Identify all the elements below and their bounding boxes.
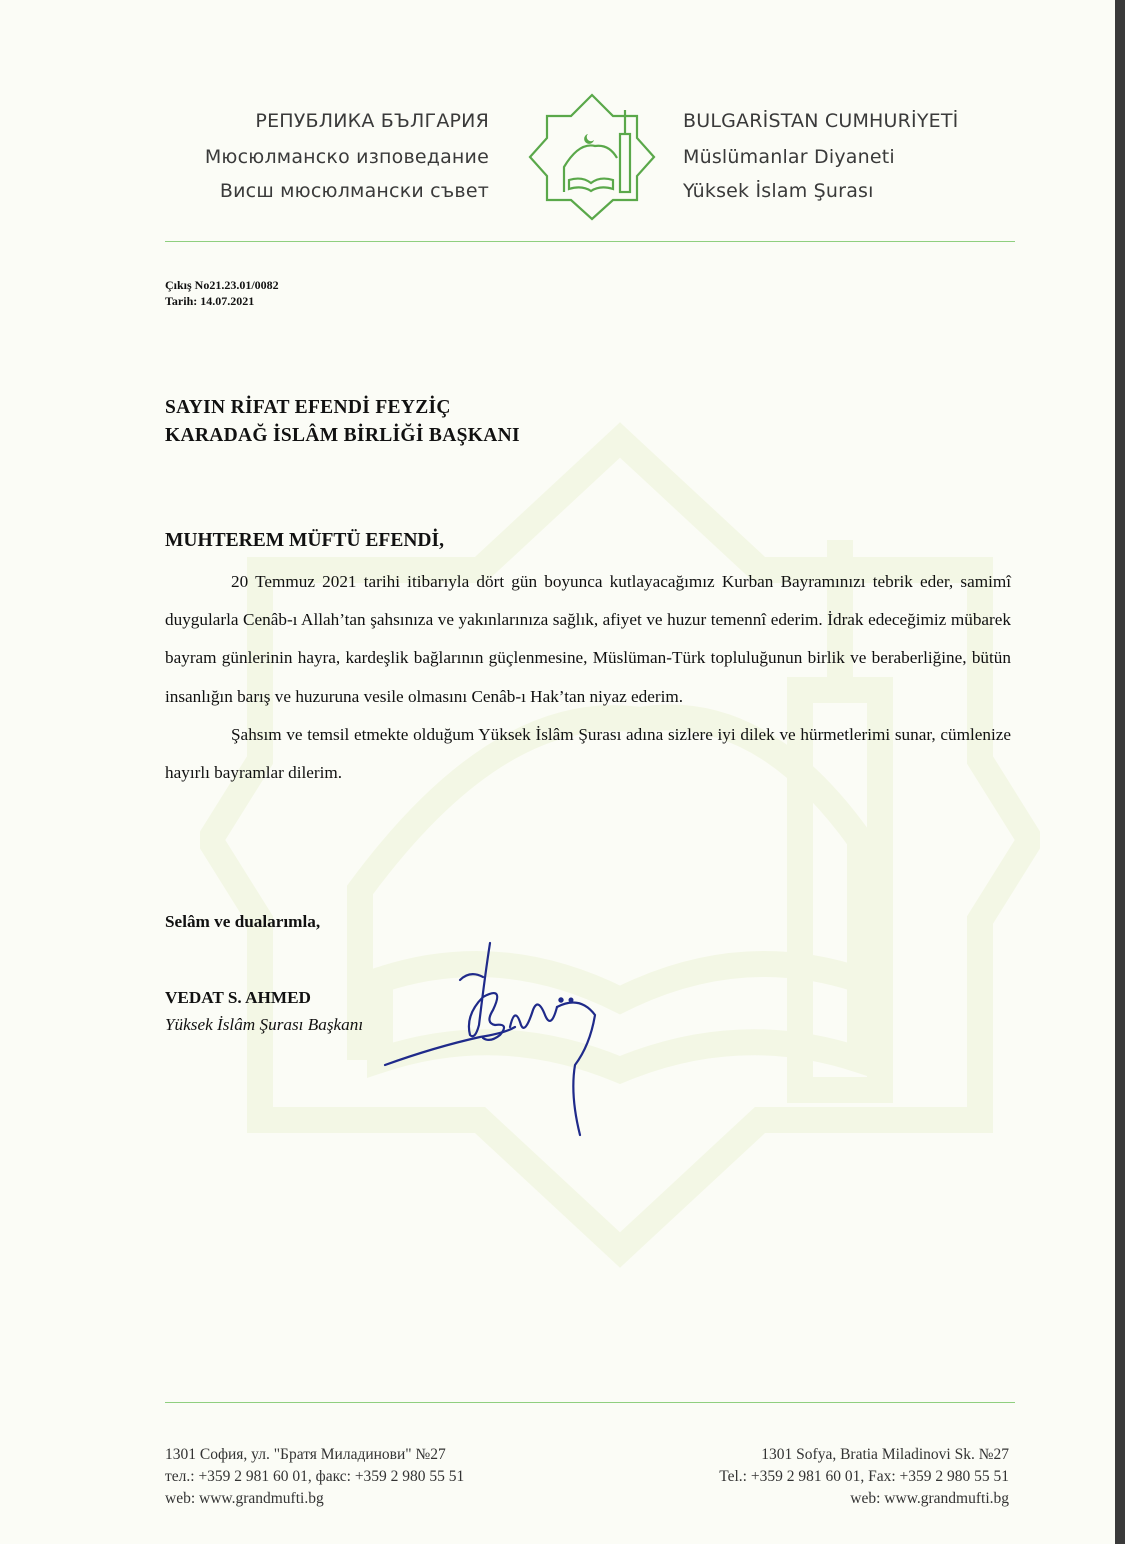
handwritten-signature-icon	[375, 935, 615, 1145]
footer-bulgarian	[165, 1444, 464, 1510]
body-paragraph: Şahsım ve temsil etmekte olduğum Yüksek İslâm Şurası adına sizlere iyi dilek ve hürmetlerimi sunar, cümlenize hayırlı bayramlar dilerim.	[165, 724, 1011, 783]
closing: Selâm ve dualarımla,	[165, 912, 321, 931]
body-paragraph: 20 Temmuz 2021 tarihi itibarıyla dört gün boyunca kutlayacağımız Kurban Bayramınızı tebrik eder, samimî duygularla Cenâb-ı Allah’tan şahsınıza ve yakınlarınıza sağlık, afiyet ve huzur temennî ederim. İdrak edeceğimiz mübarek bayram günlerinin hayra, kardeşlik bağlarının güçlenmesine, Müslüman-Türk topluluğunun birlik ve beraberliğine, bütün insanlığın barış ve huzuruna vesile olmasını Cenâb-ı Hak’tan niyaz ederim.	[165, 572, 1011, 706]
mosque-star-emblem-icon	[527, 92, 657, 222]
footer-phone: тел.: +359 2 981 60 01, факс: +359 2 980 55 51	[165, 1468, 465, 1485]
scan-edge	[1115, 0, 1125, 1544]
signer-name: VEDAT S. AHMED	[165, 988, 311, 1007]
header-council-bg: Висш мюсюлмански съвет	[219, 180, 489, 202]
header-council-tr: Yüksek İslam Şurası	[683, 180, 874, 202]
header-country-tr: BULGARİSTAN CUMHURİYETİ	[683, 110, 959, 132]
footer-turkish	[719, 1444, 1009, 1510]
footer-phone: Tel.: +359 2 981 60 01, Fax: +359 2 980 55 51	[719, 1468, 1009, 1485]
header-org-bg: Мюсюлманско изповедание	[204, 146, 489, 168]
salutation: MUHTEREM MÜFTÜ EFENDİ,	[165, 530, 444, 551]
footer-web: web: www.grandmufti.bg	[850, 1490, 1009, 1507]
signer-title: Yüksek İslâm Şurası Başkanı	[165, 1015, 364, 1034]
letter-date: Tarih: 14.07.2021	[165, 294, 255, 308]
header-divider	[165, 241, 1015, 242]
recipient-name: SAYIN RİFAT EFENDİ FEYZİÇ	[165, 397, 451, 418]
letter-body	[165, 563, 1011, 792]
footer-address: 1301 Sofya, Bratia Miladinovi Sk. №27	[761, 1446, 1009, 1463]
header-country-bg: РЕПУБЛИКА БЪЛГАРИЯ	[255, 110, 489, 132]
recipient-title: KARADAĞ İSLÂM BİRLİĞİ BAŞKANI	[165, 425, 520, 446]
footer-address: 1301 София, ул. "Братя Миладинови" №27	[165, 1446, 446, 1463]
footer-divider	[165, 1402, 1015, 1403]
footer-web: web: www.grandmufti.bg	[165, 1490, 324, 1507]
outgoing-number: Çıkış No21.23.01/0082	[165, 278, 279, 292]
header-org-tr: Müslümanlar Diyaneti	[683, 146, 895, 168]
